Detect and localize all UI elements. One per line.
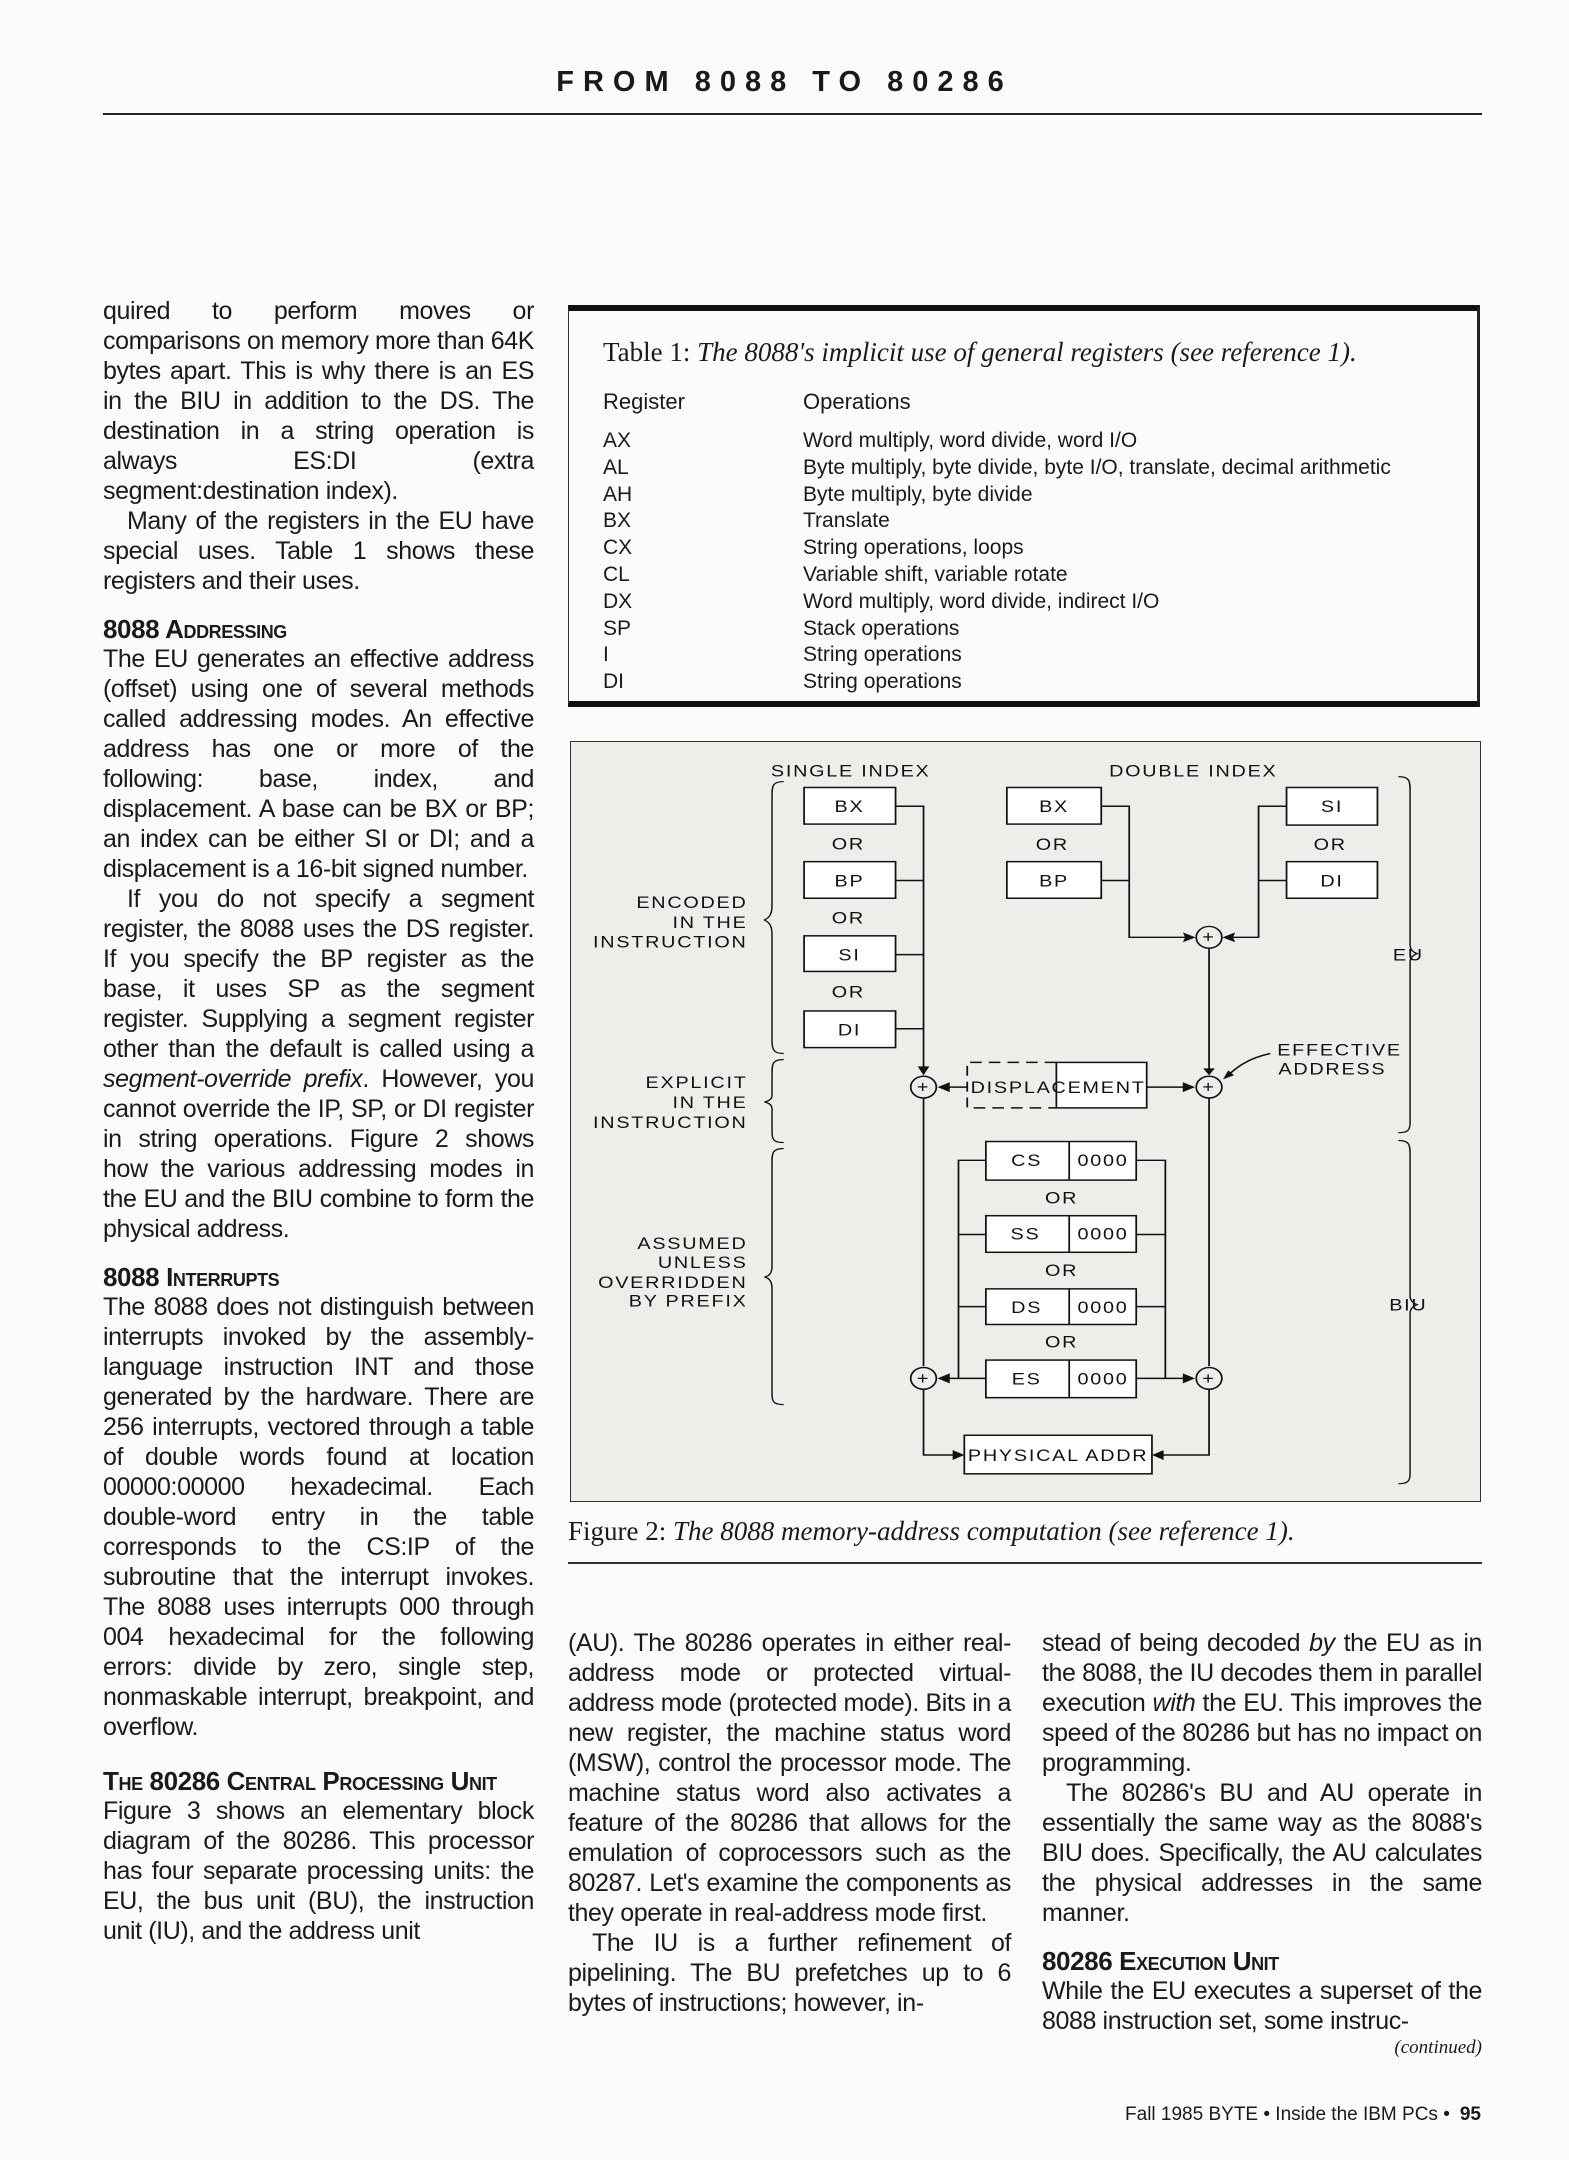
register-cell: DX: [603, 589, 633, 613]
double-index-label: DOUBLE INDEX: [1109, 761, 1278, 781]
displacement-label: DISPLACEMENT: [970, 1077, 1146, 1097]
or-label: OR: [1035, 834, 1069, 854]
paragraph: Figure 3 shows an elementary block diagram of the 80286. This processor has four separate processing units: the EU, the bus unit (BU), the instruction unit (IU), and the address unit: [103, 1797, 534, 1945]
text-run: . However, you cannot override the IP, SP, or DI register in string operations. Figure 2 shows how the various addressing modes in the EU and the BIU combine to form the physical address.: [103, 1065, 534, 1243]
running-header: FROM 8088 TO 80286: [556, 66, 1013, 98]
figure-caption: [568, 1516, 1295, 1547]
assumed-label: OVERRIDDEN: [598, 1272, 748, 1292]
middle-column: [568, 1628, 1011, 2018]
paragraph: While the EU executes a superset of the 8088 instruction set, some instruc-: [1042, 1977, 1482, 2035]
table-caption-text: The 8088's implicit use of general registers (see reference 1).: [697, 337, 1357, 367]
register-cell: I: [603, 643, 609, 667]
biu-label: BIU: [1389, 1295, 1428, 1315]
operations-cell: Byte multiply, byte divide: [803, 482, 1033, 506]
table-caption-label: Table 1:: [603, 337, 691, 367]
assumed-label: ASSUMED: [637, 1233, 748, 1253]
register-cell: BX: [603, 509, 632, 533]
paragraph: The 8088 does not distinguish between interrupts invoked by the assembly-language instruction INT and those generated by the hardware. There are 256 interrupts, vectored through a table of double words found at location 00000:00000 hexadecimal. Each double-word entry in the table corresponds to the CS:IP of the subroutine that the interrupt invokes. The 8088 uses interrupts 000 through 004 hexadecimal for the following errors: divide by zero, single step, nonmaskable interrupt, breakpoint, and overflow.: [103, 1293, 534, 1741]
or-label: OR: [1045, 1187, 1079, 1207]
left-column: [103, 296, 534, 1946]
paragraph: [1042, 1628, 1482, 1778]
segment-zeros: 0000: [1077, 1150, 1129, 1170]
si-box-label: SI: [1320, 796, 1344, 816]
segment-ds: DS: [1011, 1297, 1043, 1317]
assumed-label: UNLESS: [657, 1252, 748, 1272]
text-run: stead of being decoded: [1042, 1629, 1310, 1657]
adder-symbol: +: [916, 1368, 931, 1388]
or-label: OR: [831, 833, 865, 853]
single-index-label: SINGLE INDEX: [770, 761, 931, 781]
or-label: OR: [831, 982, 865, 1002]
segment-ss: SS: [1010, 1223, 1041, 1244]
text-run: If you do not specify a segment register, the 8088 uses the DS register. If you specify the BP register as the base, it uses SP as the segment register. Supplying a segment register other than the default is called using a: [103, 885, 534, 1063]
bp-box-label: BP: [834, 870, 865, 891]
paragraph: (AU). The 80286 operates in either real-address mode or protected virtual-address mode (protected mode). Bits in a new register, the machine status word (MSW), control the processor mode. The machine status word also activates a feature of the 80286 that allows for the emulation of coprocessors such as the 80287. Let's examine the components as they operate in real-address mode first.: [568, 1629, 1011, 1927]
or-label: OR: [1045, 1260, 1079, 1280]
figure-caption-label: Figure 2:: [568, 1516, 667, 1546]
section-heading-execution-unit: 80286 Execution Unit: [1042, 1946, 1279, 1976]
encoded-label: INSTRUCTION: [593, 932, 748, 952]
figure-2-diagram: [570, 741, 1481, 1502]
register-cell: CX: [603, 536, 633, 560]
italic-word: by: [1309, 1629, 1335, 1657]
register-table: [568, 305, 1480, 707]
italic-term: segment-override prefix: [103, 1065, 363, 1093]
explicit-label: EXPLICIT: [645, 1072, 748, 1092]
adder-symbol: +: [1202, 927, 1216, 947]
segment-es: ES: [1011, 1368, 1042, 1388]
italic-word: with: [1152, 1689, 1196, 1717]
paragraph: quired to perform moves or comparisons on memory more than 64K bytes apart. This is why there is an ES in the BIU in addition to the DS. The destination in a string operation is always ES:DI (extra segment:destination index).: [103, 297, 534, 505]
operations-cell: String operations, loops: [803, 536, 1024, 560]
si-box-label: SI: [838, 944, 861, 965]
text-run: the EU. This improves the speed of the 80286 but has no impact on programming.: [1042, 1689, 1482, 1777]
or-label: OR: [831, 907, 865, 928]
operations-cell: String operations: [803, 643, 962, 667]
segment-zeros: 0000: [1077, 1223, 1129, 1244]
register-cell: DI: [603, 670, 624, 694]
register-cell: AX: [603, 429, 632, 452]
column-header-register: Register: [603, 389, 685, 414]
page-footer: [1125, 2104, 1481, 2126]
operations-cell: Byte multiply, byte divide, byte I/O, translate, decimal arithmetic: [803, 455, 1391, 479]
or-label: OR: [1045, 1332, 1079, 1352]
di-box-label: DI: [837, 1020, 862, 1040]
right-column: [1042, 1628, 1482, 2060]
operations-cell: Stack operations: [803, 616, 960, 640]
adder-symbol: +: [916, 1077, 931, 1097]
register-cell: AH: [603, 482, 633, 506]
register-cell: AL: [603, 455, 629, 479]
caption-rule: [568, 1562, 1482, 1564]
operations-cell: Word multiply, word divide, indirect I/O: [803, 589, 1160, 613]
adder-symbol: +: [1202, 1368, 1216, 1388]
eu-label: EU: [1392, 944, 1424, 965]
encoded-label: IN THE: [672, 912, 748, 932]
bx-box-label: BX: [1039, 796, 1070, 816]
effective-address-label: EFFECTIVE: [1277, 1039, 1402, 1060]
address-computation-diagram: [571, 742, 1480, 1501]
operations-cell: Variable shift, variable rotate: [803, 563, 1068, 586]
or-label: OR: [1313, 834, 1347, 854]
column-header-operations: Operations: [803, 389, 911, 414]
bp-box-label: BP: [1039, 870, 1070, 891]
assumed-label: BY PREFIX: [628, 1291, 748, 1311]
section-heading-interrupts: 8088 Interrupts: [103, 1262, 280, 1292]
paragraph: The IU is a further refinement of pipelining. The BU prefetches up to 6 bytes of instructions; however, in-: [568, 1929, 1011, 2017]
physical-addr-label: PHYSICAL ADDR: [967, 1445, 1149, 1465]
footer-text: Fall 1985 BYTE • Inside the IBM PCs •: [1125, 2104, 1450, 2125]
explicit-label: IN THE: [672, 1092, 748, 1112]
paragraph: The EU generates an effective address (offset) using one of several methods called addressing modes. An effective address has one or more of the following: base, index, and displacement. A base can be BX or BP; an index can be either SI or DI; and a displacement is a 16-bit signed number.: [103, 645, 534, 883]
adder-symbol: +: [1202, 1077, 1216, 1097]
operations-cell: Word multiply, word divide, word I/O: [803, 429, 1138, 452]
text-run: the EU as in the 8088, the IU decodes them in parallel execution: [1042, 1629, 1482, 1717]
figure-caption-text: The 8088 memory-address computation (see reference 1).: [673, 1516, 1295, 1546]
segment-zeros: 0000: [1077, 1368, 1129, 1388]
di-box-label: DI: [1320, 870, 1344, 891]
operations-cell: String operations: [803, 670, 962, 694]
page-number: 95: [1459, 2104, 1481, 2125]
paragraph: The 80286's BU and AU operate in essentially the same way as the 8088's BIU does. Specifically, the AU calculates the physical addresses in the same manner.: [1042, 1779, 1482, 1927]
paragraph: [103, 884, 534, 1244]
continued-note: (continued): [1394, 2037, 1482, 2058]
paragraph: Many of the registers in the EU have special uses. Table 1 shows these registers and their uses.: [103, 507, 534, 595]
encoded-label: ENCODED: [636, 892, 748, 912]
segment-cs: CS: [1011, 1150, 1043, 1170]
header-rule: [103, 113, 1482, 115]
bx-box-label: BX: [834, 796, 865, 816]
segment-zeros: 0000: [1077, 1297, 1129, 1317]
table-caption: [603, 337, 1357, 368]
section-heading-cpu: The 80286 Central Processing Unit: [103, 1766, 497, 1796]
explicit-label: INSTRUCTION: [593, 1112, 748, 1132]
register-cell: SP: [603, 616, 632, 640]
effective-address-label: ADDRESS: [1278, 1058, 1387, 1078]
operations-cell: Translate: [803, 509, 890, 533]
section-heading-addressing: 8088 Addressing: [103, 614, 287, 644]
register-cell: CL: [603, 563, 630, 586]
